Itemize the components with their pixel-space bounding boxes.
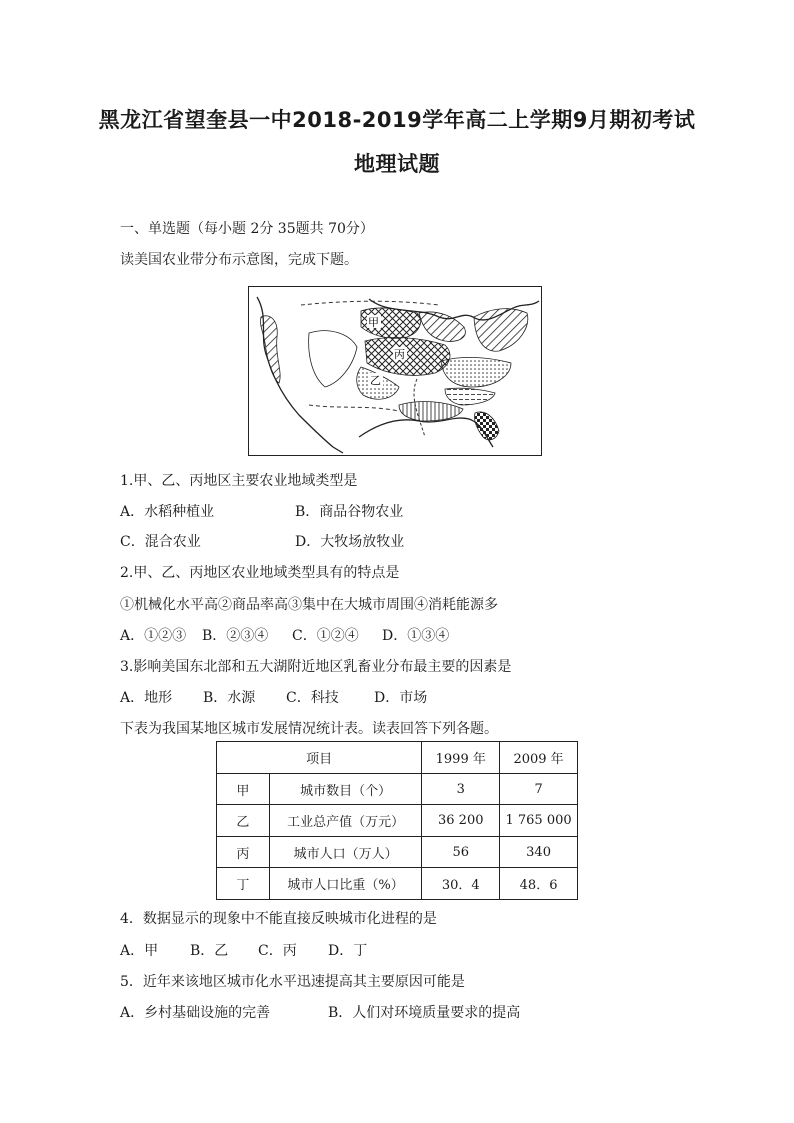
map-svg [249,287,541,455]
q3-option-a[interactable]: A．地形 [120,690,173,706]
q4-option-a[interactable]: A．甲 [120,943,159,959]
page-subtitle: 地理试题 [354,152,440,176]
question-4-stem: 4．数据显示的现象中不能直接反映城市化进程的是 [120,911,437,927]
q5-option-a[interactable]: A．乡村基础设施的完善 [120,1005,271,1021]
row-item: 城市人口比重（%） [269,868,422,900]
q1-option-c[interactable]: C．混合农业 [120,534,201,550]
question-3-options [120,687,427,707]
map-label-jia: 甲 [368,316,379,329]
row-item: 城市人口（万人） [269,837,422,868]
map-label-yi: 乙 [370,374,381,387]
question-2-statements: ①机械化水平高②商品率高③集中在大城市周围④消耗能源多 [120,597,498,613]
border-mexico [309,405,399,411]
row-key: 丙 [217,837,270,868]
city-development-table [216,741,578,900]
q3-option-d[interactable]: D．市场 [374,690,428,706]
table-row [217,774,578,805]
table-row [217,837,578,868]
question-3-stem: 3.影响美国东北部和五大湖附近地区乳畜业分布最主要的因素是 [120,659,512,675]
q1-option-b[interactable]: B．商品谷物农业 [295,504,404,520]
map-intro: 读美国农业带分布示意图，完成下题。 [120,252,358,268]
q4-option-c[interactable]: C．丙 [258,943,297,959]
q4-option-b[interactable]: B．乙 [190,943,229,959]
question-1-stem: 1.甲、乙、丙地区主要农业地域类型是 [120,473,358,489]
row-item: 工业总产值（万元） [269,805,422,837]
question-1-options-row2 [120,531,404,551]
question-1-options-row1 [120,501,403,521]
table-header-item: 项目 [217,742,422,774]
q5-option-b[interactable]: B．人们对环境质量要求的提高 [328,1005,521,1021]
table-row [217,868,578,900]
question-4-options [120,940,367,960]
row-key: 乙 [217,805,270,837]
q4-option-d[interactable]: D．丁 [328,943,368,959]
row-1999: 56 [422,837,500,868]
q2-option-d[interactable]: D．①③④ [382,628,450,644]
border-canada [301,301,439,305]
q3-option-b[interactable]: B．水源 [203,690,256,706]
table-intro: 下表为我国某地区城市发展情况统计表。读表回答下列各题。 [120,721,498,737]
region-gulf [399,402,463,421]
row-1999: 3 [422,774,500,805]
question-2-options [120,625,449,645]
table-row [217,805,578,837]
region-cotton [441,357,511,387]
row-2009: 1 765 000 [500,805,578,837]
q1-option-d[interactable]: D．大牧场放牧业 [295,534,405,550]
region-northeast [474,309,528,352]
section-heading: 一、单选题（每小题 2分 35题共 70分） [120,221,374,237]
row-key: 甲 [217,774,270,805]
question-5-options [120,1002,520,1022]
row-2009: 48．6 [500,868,578,900]
question-2-stem: 2.甲、乙、丙地区农业地域类型具有的特点是 [120,565,400,581]
region-south-horiz [445,388,495,405]
q2-option-c[interactable]: C．①②④ [292,628,359,644]
row-item: 城市数目（个） [269,774,422,805]
region-ranching [309,331,357,387]
gulf-coast [359,418,493,447]
row-2009: 7 [500,774,578,805]
row-key: 丁 [217,868,270,900]
us-agriculture-map [248,286,542,456]
page-title: 黑龙江省望奎县一中2018-2019学年高二上学期9月期初考试 [98,108,696,132]
region-florida [474,412,499,440]
q2-option-b[interactable]: B．②③④ [202,628,269,644]
q1-option-a[interactable]: A．水稻种植业 [120,504,215,520]
table-header-1999: 1999 年 [422,742,500,774]
region-bing [365,338,450,376]
question-5-stem: 5．近年来该地区城市化水平迅速提高其主要原因可能是 [120,974,465,990]
row-1999: 36 200 [422,805,500,837]
q3-option-c[interactable]: C．科技 [286,690,339,706]
row-2009: 340 [500,837,578,868]
table-header-row [217,742,578,774]
q2-option-a[interactable]: A．①②③ [120,628,187,644]
row-1999: 30．4 [422,868,500,900]
region-west-pasture [260,316,280,383]
table-header-2009: 2009 年 [500,742,578,774]
map-label-bing: 丙 [394,348,405,361]
